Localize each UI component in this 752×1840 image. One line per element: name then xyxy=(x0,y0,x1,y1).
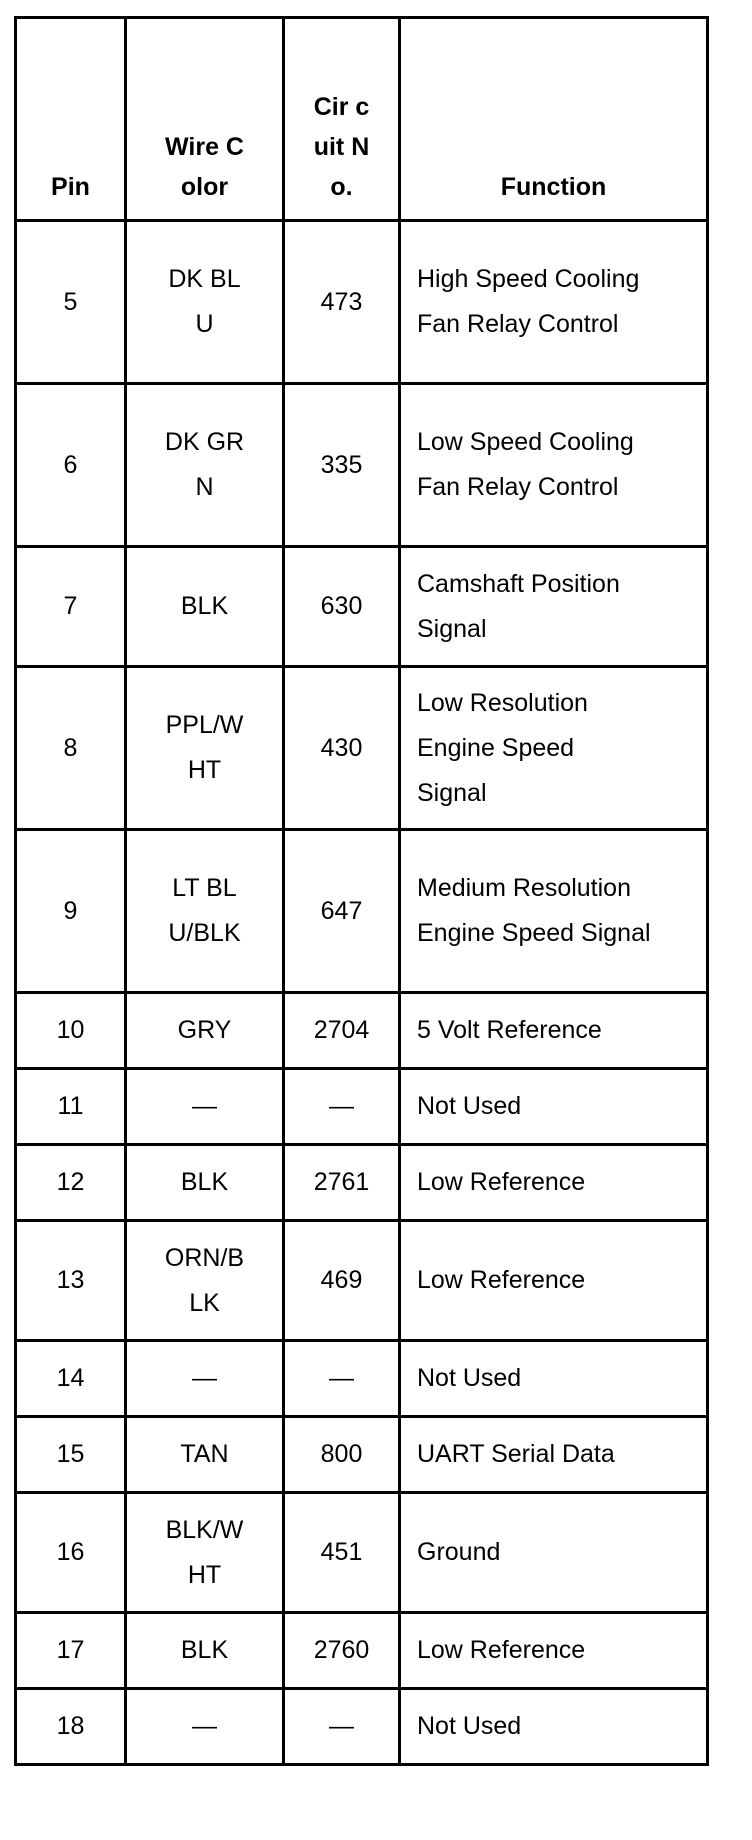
cell-wire-color xyxy=(126,1689,284,1765)
table-header-row xyxy=(16,18,708,221)
cell-wire-color xyxy=(126,1069,284,1145)
cell-pin: 18 xyxy=(16,1689,126,1765)
cell-wire-color xyxy=(126,1417,284,1493)
cell-wire-color xyxy=(126,1341,284,1417)
cell-pin: 5 xyxy=(16,221,126,384)
cell-wire-color xyxy=(126,1145,284,1221)
cell-wire-color xyxy=(126,384,284,547)
function-text: Low Resolution Engine Speed Signal xyxy=(417,688,588,807)
cell-circuit-no: 630 xyxy=(284,547,400,667)
cell-function xyxy=(400,1145,708,1221)
wire-color-text: — xyxy=(192,1092,217,1120)
function-text: Not Used xyxy=(417,1364,522,1392)
cell-circuit-no: — xyxy=(284,1341,400,1417)
cell-circuit-no: 647 xyxy=(284,830,400,993)
cell-pin: 17 xyxy=(16,1613,126,1689)
cell-wire-color xyxy=(126,667,284,830)
table-row xyxy=(16,1613,708,1689)
cell-wire-color xyxy=(126,993,284,1069)
header-function: Function xyxy=(400,18,708,221)
function-text: Camshaft Position Signal xyxy=(417,569,620,643)
function-text: Ground xyxy=(417,1538,501,1566)
cell-pin: 7 xyxy=(16,547,126,667)
cell-function xyxy=(400,993,708,1069)
function-text: High Speed Cooling Fan Relay Control xyxy=(417,265,640,338)
cell-circuit-no: 2704 xyxy=(284,993,400,1069)
cell-wire-color xyxy=(126,1493,284,1613)
wire-color-text: BLK/WHT xyxy=(165,1515,244,1589)
header-circuit-no-label: Cir cuit No. xyxy=(313,93,370,201)
table-row xyxy=(16,667,708,830)
cell-function xyxy=(400,221,708,384)
cell-circuit-no: 469 xyxy=(284,1221,400,1341)
wire-color-text: TAN xyxy=(180,1440,229,1468)
cell-circuit-no: 451 xyxy=(284,1493,400,1613)
cell-pin: 12 xyxy=(16,1145,126,1221)
table-row xyxy=(16,547,708,667)
wire-color-text: LT BLU/BLK xyxy=(168,874,241,947)
cell-circuit-no: — xyxy=(284,1069,400,1145)
cell-wire-color xyxy=(126,830,284,993)
cell-pin: 13 xyxy=(16,1221,126,1341)
table-row xyxy=(16,1221,708,1341)
wire-color-text: — xyxy=(192,1364,217,1392)
connector-pinout-table xyxy=(14,16,709,1766)
wire-color-text: BLK xyxy=(180,1636,229,1664)
table-row xyxy=(16,1145,708,1221)
cell-function xyxy=(400,1689,708,1765)
cell-function xyxy=(400,1613,708,1689)
table-row xyxy=(16,993,708,1069)
table-row xyxy=(16,221,708,384)
wire-color-text: BLK xyxy=(180,592,229,620)
table-row xyxy=(16,830,708,993)
cell-circuit-no: 800 xyxy=(284,1417,400,1493)
cell-pin: 9 xyxy=(16,830,126,993)
cell-pin: 16 xyxy=(16,1493,126,1613)
wire-color-text: DK GRN xyxy=(164,428,245,501)
function-text: UART Serial Data xyxy=(417,1440,615,1468)
cell-pin: 14 xyxy=(16,1341,126,1417)
cell-function xyxy=(400,1417,708,1493)
cell-function xyxy=(400,1493,708,1613)
wire-color-text: ORN/BLK xyxy=(164,1243,245,1317)
cell-pin: 11 xyxy=(16,1069,126,1145)
cell-function xyxy=(400,547,708,667)
cell-circuit-no: 2760 xyxy=(284,1613,400,1689)
cell-function xyxy=(400,1221,708,1341)
cell-pin: 15 xyxy=(16,1417,126,1493)
cell-wire-color xyxy=(126,1221,284,1341)
function-text: Not Used xyxy=(417,1712,522,1740)
cell-circuit-no: 473 xyxy=(284,221,400,384)
wire-color-text: PPL/WHT xyxy=(165,711,244,784)
cell-pin: 8 xyxy=(16,667,126,830)
function-text: Low Reference xyxy=(417,1636,586,1664)
cell-circuit-no: — xyxy=(284,1689,400,1765)
header-wire-color-label: Wire Color xyxy=(165,133,244,201)
function-text: Low Reference xyxy=(417,1168,586,1196)
function-text: 5 Volt Reference xyxy=(417,1016,602,1044)
wire-color-text: BLK xyxy=(180,1168,229,1196)
header-pin: Pin xyxy=(16,18,126,221)
cell-function xyxy=(400,1069,708,1145)
cell-function xyxy=(400,1341,708,1417)
table-row xyxy=(16,1069,708,1145)
table-row xyxy=(16,1417,708,1493)
cell-circuit-no: 430 xyxy=(284,667,400,830)
cell-function xyxy=(400,667,708,830)
cell-circuit-no: 2761 xyxy=(284,1145,400,1221)
cell-wire-color xyxy=(126,1613,284,1689)
table-row xyxy=(16,1341,708,1417)
header-wire-color xyxy=(126,18,284,221)
wire-color-text: GRY xyxy=(177,1016,232,1044)
function-text: Not Used xyxy=(417,1092,522,1120)
cell-pin: 10 xyxy=(16,993,126,1069)
header-circuit-no xyxy=(284,18,400,221)
cell-pin: 6 xyxy=(16,384,126,547)
cell-function xyxy=(400,384,708,547)
table-row xyxy=(16,1493,708,1613)
cell-wire-color xyxy=(126,221,284,384)
function-text: Low Reference xyxy=(417,1266,586,1294)
cell-circuit-no: 335 xyxy=(284,384,400,547)
function-text: Low Speed Cooling Fan Relay Control xyxy=(417,428,634,501)
wire-color-text: DK BLU xyxy=(168,265,241,338)
wire-color-text: — xyxy=(192,1712,217,1740)
table-row xyxy=(16,384,708,547)
cell-wire-color xyxy=(126,547,284,667)
table-row xyxy=(16,1689,708,1765)
function-text: Medium Resolution Engine Speed Signal xyxy=(417,874,651,947)
cell-function xyxy=(400,830,708,993)
